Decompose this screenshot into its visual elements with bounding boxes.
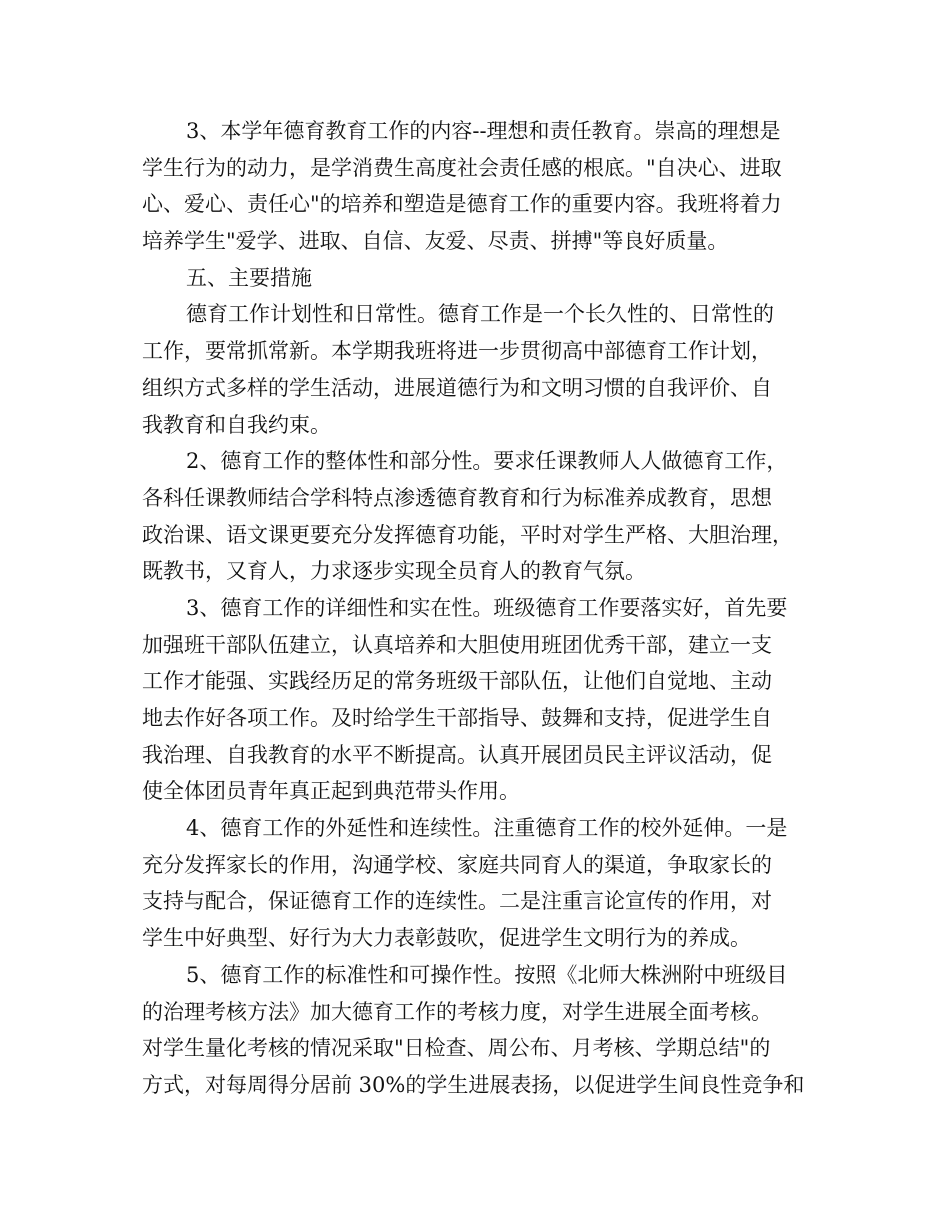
text-line: 5、德育工作的标准性和可操作性。按照《北师大株洲附中班级目	[186, 962, 788, 987]
text-line: 2、德育工作的整体性和部分性。要求任课教师人人做德育工作，	[186, 449, 788, 474]
text-line: 既教书，又育人，力求逐步实现全员育人的教育气氛。	[142, 559, 646, 584]
text-line: 德育工作计划性和日常性。德育工作是一个长久性的、日常性的	[186, 302, 774, 327]
text-line: 4、德育工作的外延性和连续性。注重德育工作的校外延伸。一是	[186, 816, 788, 841]
text-line: 支持与配合，保证德育工作的连续性。二是注重言论宣传的作用，对	[142, 889, 772, 914]
text-line: 工作，要常抓常新。本学期我班将进一步贯彻高中部德育工作计划，	[142, 339, 772, 364]
text-line: 的治理考核方法》加大德育工作的考核力度，对学生进展全面考核。	[142, 999, 772, 1024]
text-line: 加强班干部队伍建立，认真培养和大胆使用班团优秀干部，建立一支	[142, 632, 772, 657]
text-line: 我治理、自我教育的水平不断提高。认真开展团员民主评议活动，促	[142, 742, 772, 767]
text-line: 对学生量化考核的情况采取"日检查、周公布、月考核、学期总结"的	[142, 1036, 771, 1061]
text-line: 使全体团员青年真正起到典范带头作用。	[142, 779, 520, 804]
text-line: 地去作好各项工作。及时给学生干部指导、鼓舞和支持，促进学生自	[142, 706, 772, 730]
text-line: 3、德育工作的详细性和实在性。班级德育工作要落实好，首先要	[186, 595, 788, 620]
text-line: 我教育和自我约束。	[142, 412, 331, 437]
text-line: 各科任课教师结合学科特点渗透德育教育和行为标准养成教育，思想	[142, 485, 772, 510]
text-line: 方式，对每周得分居前 30%的学生进展表扬，以促进学生间良性竞争和	[142, 1072, 805, 1097]
text-line: 政治课、语文课更要充分发挥德育功能，平时对学生严格、大胆治理，	[142, 522, 793, 547]
text-line: 工作才能强、实践经历足的常务班级干部队伍，让他们自觉地、主动	[142, 669, 772, 694]
text-line: 培养学生"爱学、进取、自信、友爱、尽责、拼搏"等良好质量。	[142, 229, 729, 254]
text-line: 充分发挥家长的作用，沟通学校、家庭共同育人的渠道，争取家长的	[142, 852, 772, 877]
text-line: 学生中好典型、好行为大力表彰鼓吹，促进学生文明行为的养成。	[142, 926, 751, 951]
text-line: 心、爱心、责任心"的培养和塑造是德育工作的重要内容。我班将着力	[142, 192, 782, 217]
text-line: 五、主要措施	[186, 265, 312, 290]
text-line: 组织方式多样的学生活动，进展道德行为和文明习惯的自我评价、自	[142, 375, 772, 400]
text-line: 3、本学年德育教育工作的内容--理想和责任教育。崇高的理想是	[186, 119, 781, 143]
document-body	[142, 113, 832, 1104]
text-line: 学生行为的动力，是学消费生高度社会责任感的根底。"自决心、进取	[142, 155, 782, 180]
